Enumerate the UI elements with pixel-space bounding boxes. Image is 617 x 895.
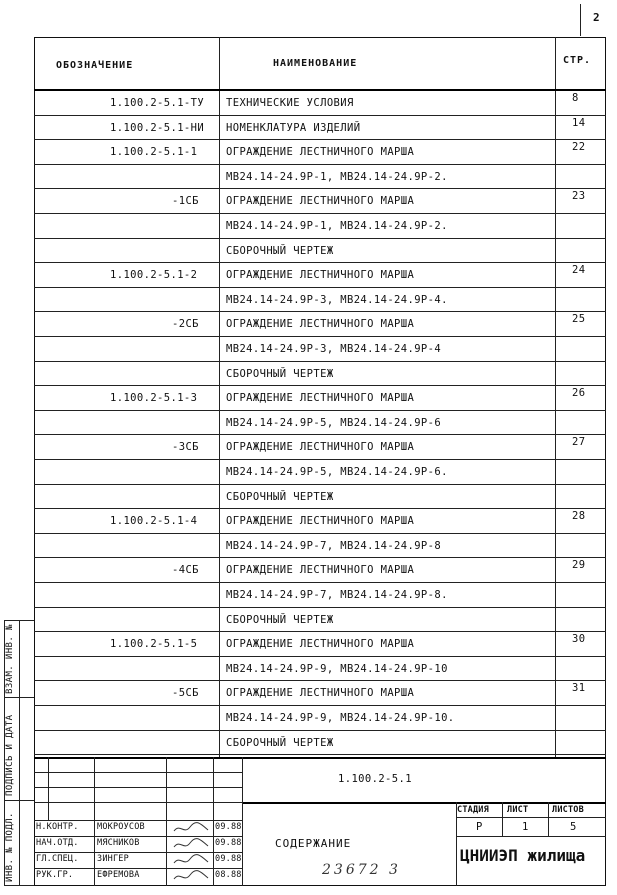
row-name: ОГРАЖДЕНИЕ ЛЕСТНИЧНОГО МАРША <box>226 318 415 330</box>
page-number-frame <box>580 4 581 36</box>
sheet-value: 1 <box>522 821 529 833</box>
row-divider <box>34 139 606 140</box>
row-designation: 1.100.2-5.1-4 <box>110 515 198 527</box>
side-label-podpis: ПОДПИСЬ И ДАТА <box>5 714 15 796</box>
row-designation: -1СБ <box>172 195 199 207</box>
row-name: СБОРОЧНЫЙ ЧЕРТЕЖ <box>226 737 334 749</box>
sheets-value: 5 <box>570 821 577 833</box>
signatory-date: 09.88 <box>215 838 242 848</box>
row-divider <box>34 730 606 731</box>
row-name: ОГРАЖДЕНИЕ ЛЕСТНИЧНОГО МАРША <box>226 564 415 576</box>
row-divider <box>34 459 606 460</box>
side-label-inv-podl: ИНВ. № ПОДЛ. <box>5 812 15 882</box>
row-divider <box>34 238 606 239</box>
row-name: ОГРАЖДЕНИЕ ЛЕСТНИЧНОГО МАРША <box>226 687 415 699</box>
row-page: 29 <box>572 559 586 571</box>
row-name: МВ24.14-24.9Р-7, МВ24.14-24.9Р-8 <box>226 540 442 552</box>
row-divider <box>34 484 606 485</box>
row-designation: -4СБ <box>172 564 199 576</box>
handwritten-number: 23672 3 <box>322 862 401 878</box>
stage-label: СТАДИЯ <box>457 805 489 815</box>
row-designation: -2СБ <box>172 318 199 330</box>
row-divider <box>34 213 606 214</box>
row-name: МВ24.14-24.9Р-3, МВ24.14-24.9Р-4 <box>226 343 442 355</box>
row-page: 22 <box>572 141 586 153</box>
row-name: СБОРОЧНЫЙ ЧЕРТЕЖ <box>226 368 334 380</box>
signature-mark <box>172 837 210 854</box>
signature-mark <box>172 869 210 886</box>
row-page: 28 <box>572 510 586 522</box>
row-divider <box>34 164 606 165</box>
row-designation: 1.100.2-5.1-2 <box>110 269 198 281</box>
row-name: МВ24.14-24.9Р-1, МВ24.14-24.9Р-2. <box>226 220 448 232</box>
row-page: 14 <box>572 117 586 129</box>
row-divider <box>34 656 606 657</box>
signature-mark <box>172 853 210 870</box>
signatory-name: ЕФРЕМОВА <box>97 870 140 880</box>
row-name: СБОРОЧНЫЙ ЧЕРТЕЖ <box>226 491 334 503</box>
signature-mark <box>172 821 210 838</box>
row-divider <box>34 410 606 411</box>
row-divider <box>34 311 606 312</box>
row-name: ТЕХНИЧЕСКИЕ УСЛОВИЯ <box>226 97 354 109</box>
header-name: НАИМЕНОВАНИЕ <box>273 58 358 69</box>
row-name: СБОРОЧНЫЙ ЧЕРТЕЖ <box>226 245 334 257</box>
column-divider <box>555 37 556 757</box>
signatory-name: МОКРОУСОВ <box>97 822 145 832</box>
row-divider <box>34 533 606 534</box>
row-name: НОМЕНКЛАТУРА ИЗДЕЛИЙ <box>226 122 361 134</box>
row-divider <box>34 582 606 583</box>
signatory-name: ЗИНГЕР <box>97 854 129 864</box>
row-page: 26 <box>572 387 586 399</box>
row-page: 24 <box>572 264 586 276</box>
row-name: ОГРАЖДЕНИЕ ЛЕСТНИЧНОГО МАРША <box>226 441 415 453</box>
row-designation: 1.100.2-5.1-ТУ <box>110 97 205 109</box>
signatory-name: МЯСНИКОВ <box>97 838 140 848</box>
row-name: МВ24.14-24.9Р-9, МВ24.14-24.9Р-10. <box>226 712 455 724</box>
row-divider <box>34 385 606 386</box>
sheet-label: ЛИСТ <box>507 805 529 815</box>
row-name: МВ24.14-24.9Р-9, МВ24.14-24.9Р-10 <box>226 663 448 675</box>
row-name: ОГРАЖДЕНИЕ ЛЕСТНИЧНОГО МАРША <box>226 269 415 281</box>
signatory-date: 09.88 <box>215 854 242 864</box>
sheets-label: ЛИСТОВ <box>552 805 584 815</box>
row-divider <box>34 287 606 288</box>
row-name: ОГРАЖДЕНИЕ ЛЕСТНИЧНОГО МАРША <box>226 638 415 650</box>
signatory-date: 09.88 <box>215 822 242 832</box>
row-divider <box>34 508 606 509</box>
row-divider <box>34 754 606 755</box>
row-designation: -5СБ <box>172 687 199 699</box>
signatory-date: 08.88 <box>215 870 242 880</box>
row-divider <box>34 336 606 337</box>
column-divider <box>219 37 220 757</box>
document-code: 1.100.2-5.1 <box>338 773 412 785</box>
stamp-title: СОДЕРЖАНИЕ <box>275 837 352 850</box>
signatory-role: ГЛ.СПЕЦ. <box>36 854 79 864</box>
header-page: СТР. <box>563 55 592 66</box>
row-name: ОГРАЖДЕНИЕ ЛЕСТНИЧНОГО МАРША <box>226 195 415 207</box>
row-designation: -3СБ <box>172 441 199 453</box>
row-designation: 1.100.2-5.1-3 <box>110 392 198 404</box>
row-divider <box>34 631 606 632</box>
organization: ЦНИИЭП жилища <box>460 846 586 865</box>
page-number: 2 <box>593 11 601 24</box>
row-name: МВ24.14-24.9Р-5, МВ24.14-24.9Р-6 <box>226 417 442 429</box>
row-name: МВ24.14-24.9Р-5, МВ24.14-24.9Р-6. <box>226 466 448 478</box>
row-divider <box>34 188 606 189</box>
header-designation: ОБОЗНАЧЕНИЕ <box>56 60 134 71</box>
signatory-role: Н.КОНТР. <box>36 822 79 832</box>
signatory-role: РУК.ГР. <box>36 870 74 880</box>
row-divider <box>34 557 606 558</box>
row-page: 23 <box>572 190 586 202</box>
row-designation: 1.100.2-5.1-НИ <box>110 122 205 134</box>
row-page: 27 <box>572 436 586 448</box>
row-divider <box>34 705 606 706</box>
row-page: 30 <box>572 633 586 645</box>
row-divider <box>34 115 606 116</box>
row-name: МВ24.14-24.9Р-1, МВ24.14-24.9Р-2. <box>226 171 448 183</box>
side-label-vzam: ВЗАМ. ИНВ. № <box>5 624 15 694</box>
row-divider <box>34 434 606 435</box>
row-name: МВ24.14-24.9Р-7, МВ24.14-24.9Р-8. <box>226 589 448 601</box>
row-divider <box>34 607 606 608</box>
row-name: ОГРАЖДЕНИЕ ЛЕСТНИЧНОГО МАРША <box>226 392 415 404</box>
row-page: 25 <box>572 313 586 325</box>
row-name: ОГРАЖДЕНИЕ ЛЕСТНИЧНОГО МАРША <box>226 515 415 527</box>
row-name: ОГРАЖДЕНИЕ ЛЕСТНИЧНОГО МАРША <box>226 146 415 158</box>
row-divider <box>34 262 606 263</box>
row-page: 8 <box>572 92 579 104</box>
signatory-role: НАЧ.ОТД. <box>36 838 79 848</box>
row-divider <box>34 680 606 681</box>
row-divider <box>34 361 606 362</box>
row-name: СБОРОЧНЫЙ ЧЕРТЕЖ <box>226 614 334 626</box>
row-name: МВ24.14-24.9Р-3, МВ24.14-24.9Р-4. <box>226 294 448 306</box>
row-designation: 1.100.2-5.1-1 <box>110 146 198 158</box>
header-divider <box>34 89 606 91</box>
stamp-top-line <box>34 757 606 759</box>
row-designation: 1.100.2-5.1-5 <box>110 638 198 650</box>
stage-value: Р <box>476 821 483 833</box>
row-page: 31 <box>572 682 586 694</box>
